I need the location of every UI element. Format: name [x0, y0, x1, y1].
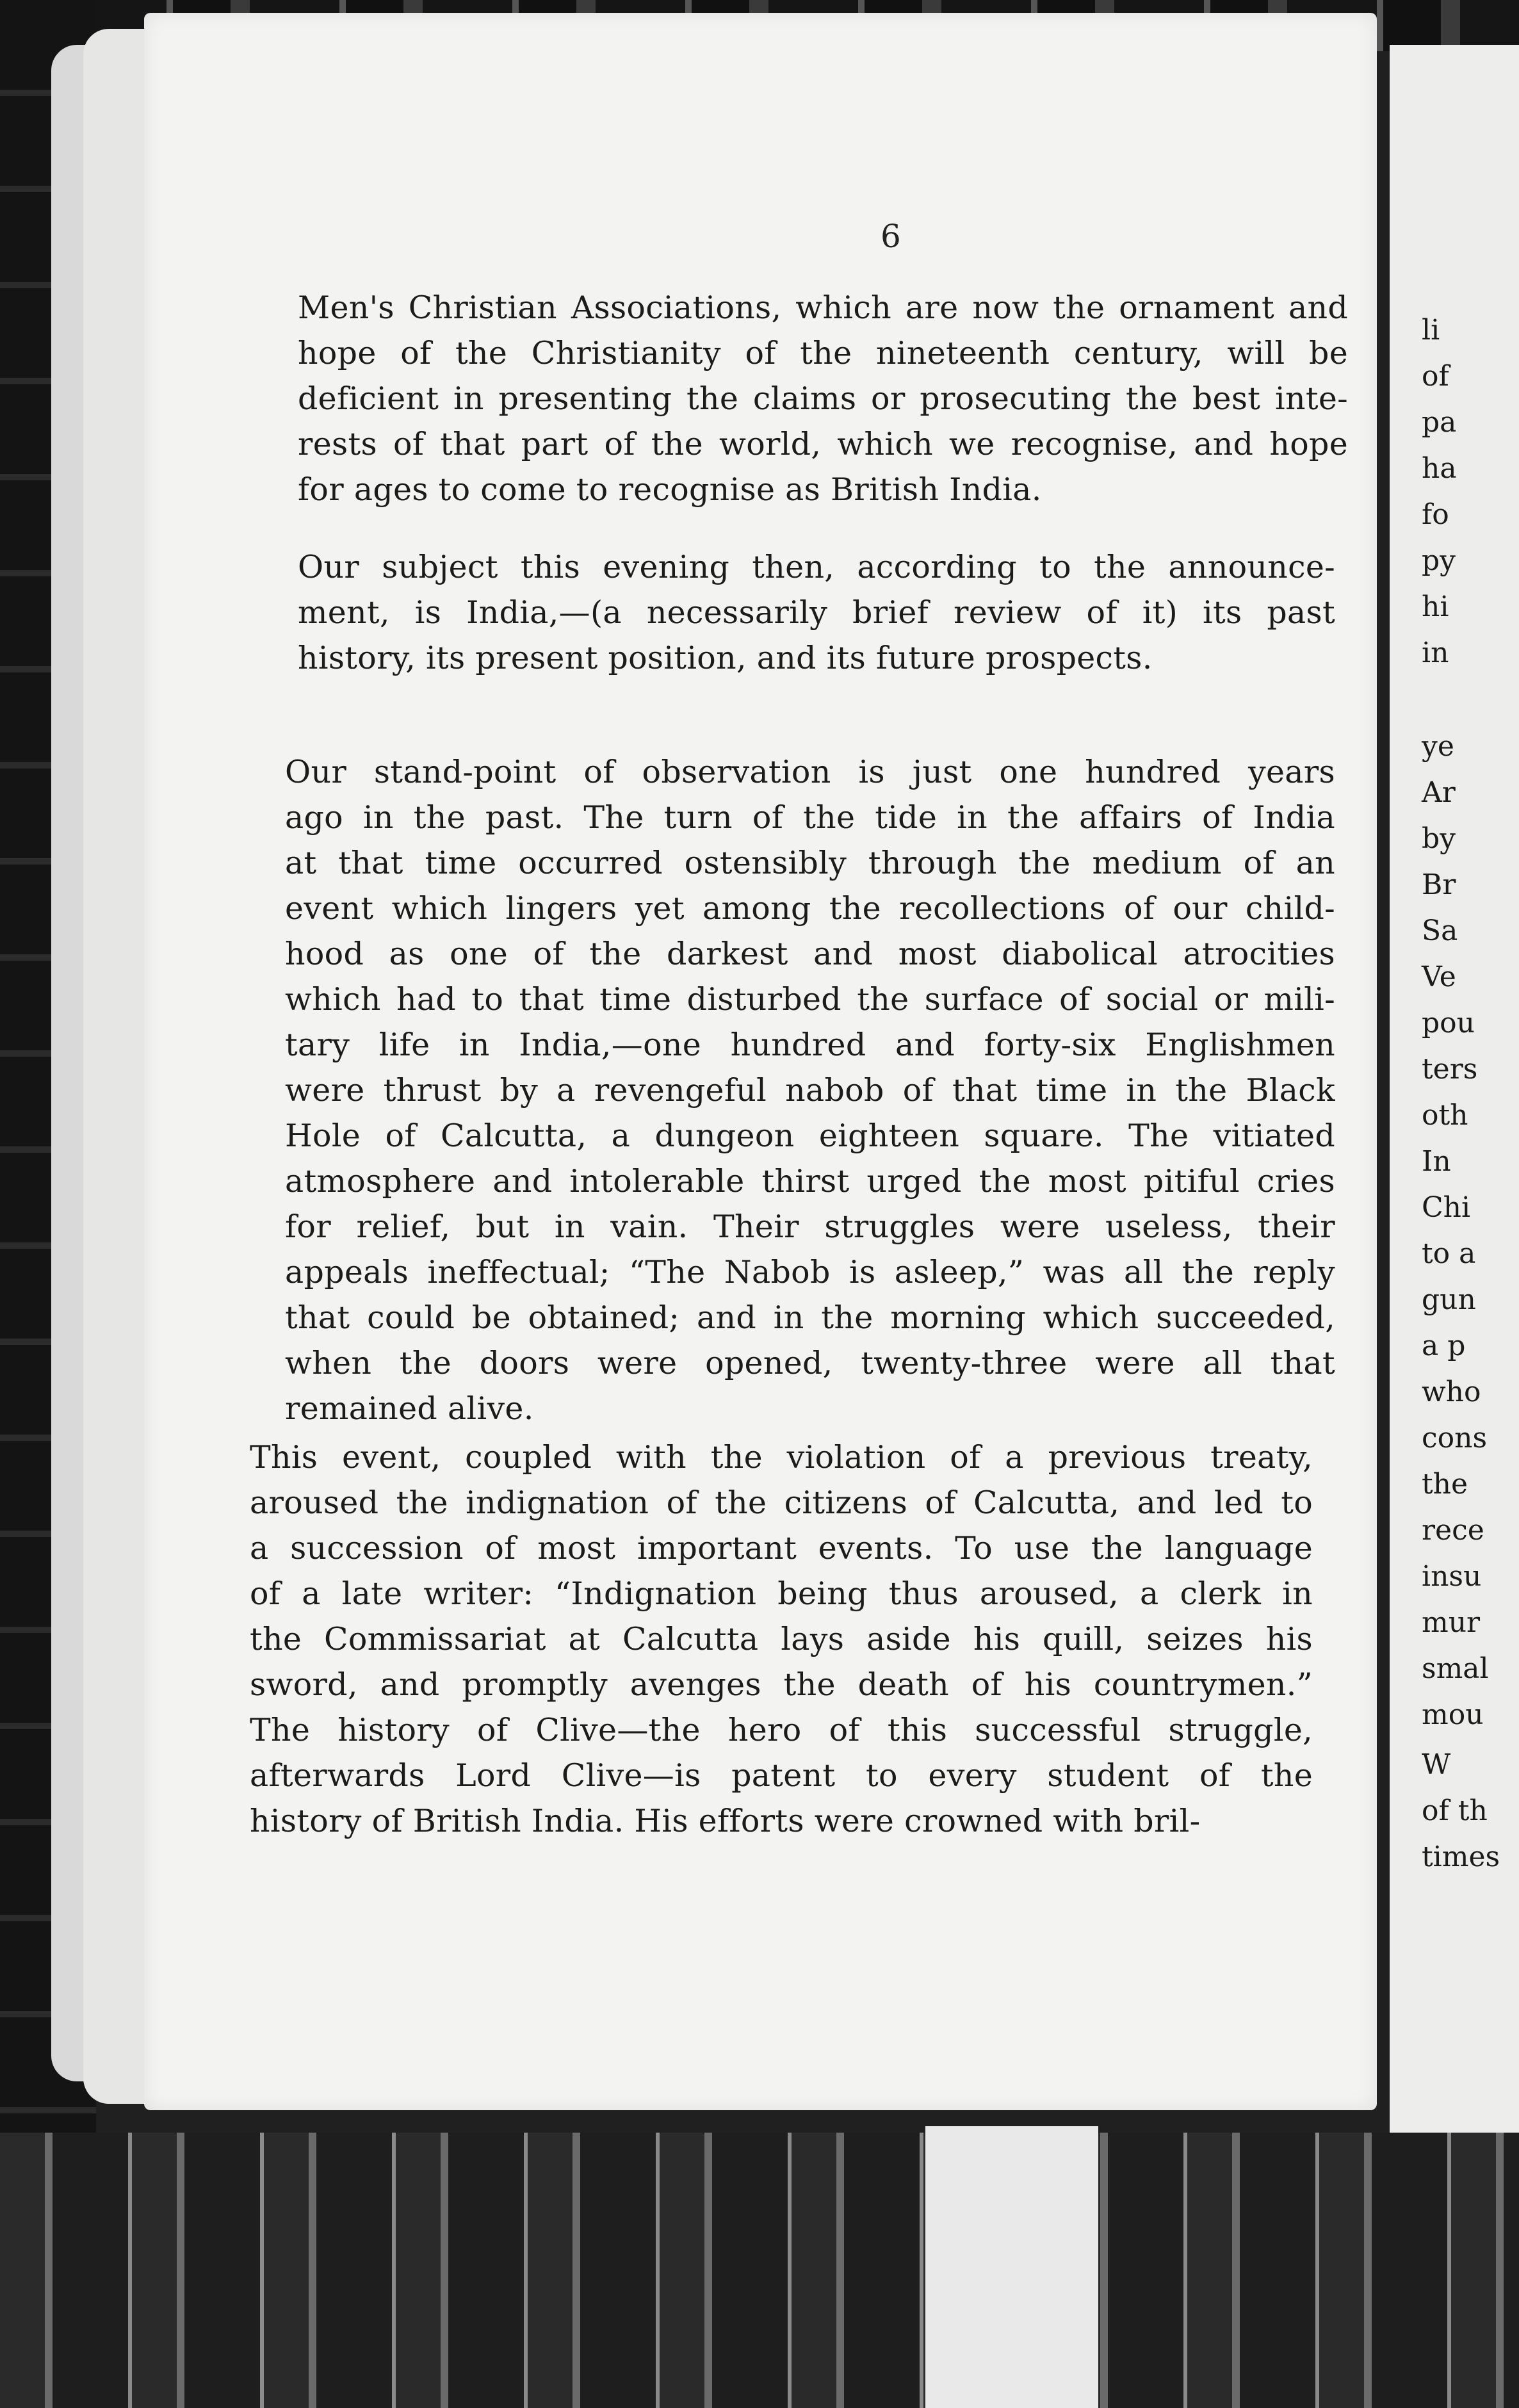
facing-page-fragment: In: [1422, 1145, 1451, 1178]
text-line: that could be obtained; and in the morning which succeeded,: [285, 1299, 1335, 1336]
facing-page-fragment: ha: [1422, 452, 1457, 485]
facing-page-fragment: pou: [1422, 1007, 1475, 1039]
facing-page-fragment: Br: [1422, 868, 1456, 901]
text-line: This event, coupled with the violation of a previous treaty,: [250, 1439, 1313, 1476]
facing-page-fragment: who: [1422, 1376, 1481, 1408]
text-line: when the doors were opened, twenty-three were all that: [285, 1345, 1335, 1381]
text-line: which had to that time disturbed the surface of social or mili-: [285, 981, 1335, 1018]
facing-page-fragment: smal: [1422, 1652, 1489, 1685]
paragraph: [298, 285, 1348, 512]
facing-page: [1390, 45, 1519, 2133]
text-line: were thrust by a revengeful nabob of that time in the Black: [285, 1072, 1335, 1109]
text-line: ment, is India,—(a necessarily brief review of it) its past: [298, 594, 1335, 631]
text-line: Our subject this evening then, according to the announce-: [298, 549, 1335, 585]
text-line: atmosphere and intolerable thirst urged the most pitiful cries: [285, 1163, 1335, 1200]
facing-page-fragment: by: [1422, 822, 1456, 855]
text-line: for ages to come to recognise as British India.: [298, 471, 1042, 508]
text-line: Our stand-point of observation is just one hundred years: [285, 754, 1335, 790]
text-line: the Commissariat at Calcutta lays aside his quill, seizes his: [250, 1621, 1313, 1657]
text-line: afterwards Lord Clive—is patent to every student of the: [250, 1757, 1313, 1794]
paragraph: [298, 544, 1335, 681]
text-line: Men's Christian Associations, which are now the ornament and: [298, 289, 1348, 326]
text-line: Hole of Calcutta, a dungeon eighteen square. The vitiated: [285, 1118, 1335, 1154]
text-line: a succession of most important events. To use the language: [250, 1530, 1313, 1566]
facing-page-fragment: rece: [1422, 1514, 1484, 1547]
facing-page-fragment: in: [1422, 637, 1449, 669]
paragraph: [250, 1435, 1313, 1844]
facing-page-fragment: ters: [1422, 1053, 1478, 1086]
paper-tab: [925, 2126, 1098, 2408]
text-line: sword, and promptly avenges the death of his countrymen.”: [250, 1666, 1313, 1703]
scanner-background-bottom: [0, 2133, 1519, 2408]
facing-page-fragment: Ve: [1422, 961, 1456, 993]
facing-page-fragment: cons: [1422, 1422, 1488, 1454]
text-line: history of British India. His efforts were crowned with bril-: [250, 1803, 1201, 1839]
text-line: ago in the past. The turn of the tide in the affairs of India: [285, 799, 1335, 836]
facing-page-fragment: pa: [1422, 406, 1457, 439]
facing-page-fragment: times: [1422, 1841, 1500, 1873]
book-page: [144, 13, 1377, 2110]
text-line: appeals ineffectual; “The Nabob is asleep,” was all the reply: [285, 1254, 1335, 1290]
text-line: history, its present position, and its future prospects.: [298, 640, 1153, 676]
facing-page-fragment: W: [1422, 1748, 1451, 1781]
facing-page-fragment: ye: [1422, 730, 1454, 763]
facing-page-fragment: to a: [1422, 1237, 1476, 1270]
facing-page-fragment: insu: [1422, 1560, 1482, 1593]
text-line: at that time occurred ostensibly through the medium of an: [285, 845, 1335, 881]
text-line: deficient in presenting the claims or prosecuting the best inte-: [298, 380, 1348, 417]
facing-page-fragment: of th: [1422, 1794, 1488, 1827]
text-line: for relief, but in vain. Their struggles were useless, their: [285, 1208, 1335, 1245]
page-number: 6: [881, 218, 901, 255]
facing-page-fragment: oth: [1422, 1099, 1468, 1132]
text-line: hope of the Christianity of the nineteenth century, will be: [298, 335, 1348, 371]
facing-page-fragment: Chi: [1422, 1191, 1471, 1224]
facing-page-fragment: mou: [1422, 1698, 1484, 1731]
text-line: rests of that part of the world, which we recognise, and hope: [298, 426, 1348, 462]
facing-page-fragment: li: [1422, 314, 1440, 346]
text-line: tary life in India,—one hundred and forty-six Englishmen: [285, 1027, 1335, 1063]
facing-page-fragment: a p: [1422, 1330, 1466, 1362]
facing-page-fragment: mur: [1422, 1606, 1481, 1639]
facing-page-fragment: of: [1422, 360, 1449, 393]
facing-page-fragment: Ar: [1422, 776, 1456, 809]
paragraph: [285, 749, 1335, 1431]
text-line: aroused the indignation of the citizens of Calcutta, and led to: [250, 1485, 1313, 1521]
facing-page-fragment: py: [1422, 544, 1456, 577]
text-line: remained alive.: [285, 1390, 534, 1427]
text-line: of a late writer: “Indignation being thus aroused, a clerk in: [250, 1575, 1313, 1612]
text-line: The history of Clive—the hero of this successful struggle,: [250, 1712, 1313, 1748]
text-line: event which lingers yet among the recollections of our child-: [285, 890, 1335, 927]
facing-page-fragment: hi: [1422, 590, 1449, 623]
facing-page-fragment: fo: [1422, 498, 1449, 531]
facing-page-fragment: Sa: [1422, 915, 1458, 947]
facing-page-fragment: the: [1422, 1468, 1468, 1501]
facing-page-fragment: gun: [1422, 1283, 1476, 1316]
text-line: hood as one of the darkest and most diabolical atrocities: [285, 936, 1335, 972]
